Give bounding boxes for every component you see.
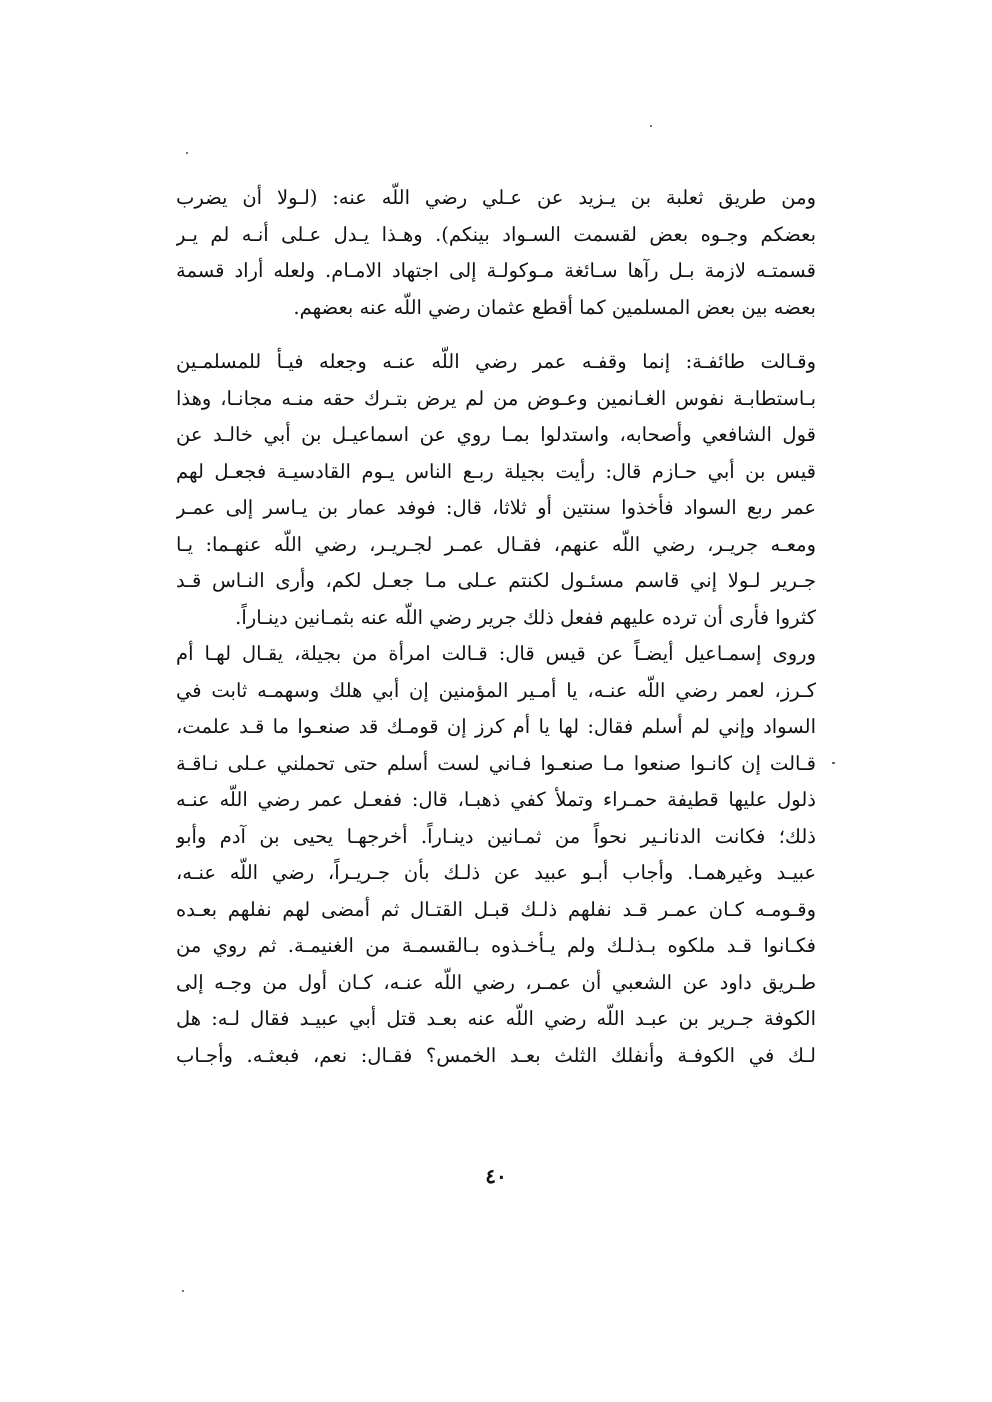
text-line: وقـالت طائفـة: إنما وقفـه عمر رضي اللّه عنـه وجعله فيـأ للمسلمـين <box>176 350 816 373</box>
text-line: السواد وإني لم أسلم فقال: لها يا أم كرز إن قومـك قد صنعـوا ما قـد علمت، <box>176 715 816 738</box>
body-text <box>176 180 816 1074</box>
text-line: ومعـه جريـر، رضي اللّه عنهم، فقـال عمـر لجـريـر، رضي اللّه عنهـما: يـا <box>176 532 816 556</box>
text-line: كـرز، لعمر رضي اللّه عنـه، يا أمـير المؤمنين إن أبي هلك وسهمـه ثابت في <box>176 678 816 702</box>
text-line: قيس بن أبي حـازم قال: رأيت بجيلة ربـع الناس يـوم القادسيـة فجعـل لهم <box>176 459 816 483</box>
text-line: ومن طريق ثعلبة بن يـزيد عن عـلي رضي اللّه عنه: (لـولا أن يضرب <box>176 186 816 209</box>
text-line: بـاستطابـة نفوس الغـانمين وعـوض من لم يرض بتـرك حقه منـه مجانـا، وهذا <box>176 386 816 410</box>
text-line: طـريق داود عن الشعبي أن عمـر، رضي اللّه عنـه، كـان أول من وجـه إلى <box>176 970 816 994</box>
text-line: عبيـد وغيرهمـا. وأجاب أبـو عبيد عن ذلـك بأن جـريـراً، رضي اللّه عنـه، <box>176 861 816 884</box>
scan-speck <box>650 125 652 127</box>
scan-speck <box>182 1290 184 1292</box>
paragraph-spacer <box>176 326 816 344</box>
text-line: فكـانوا قـد ملكوه بـذلـك ولم يـأخـذوه بـالقسمـة من الغنيمـة. ثم روي من <box>176 934 816 957</box>
scan-speck <box>832 762 835 764</box>
paragraph-1 <box>176 180 816 326</box>
text-line: بعضه بين بعض المسلمين كما أقطع عثمان رضي اللّه عنه بعضهم. <box>293 295 816 319</box>
text-line: قول الشافعي وأصحابه، واستدلوا بمـا روي عن اسماعيـل بن أبي خالـد عن <box>176 423 816 446</box>
text-line: ذلول عليها قطيفة حمـراء وتملأ كفي ذهبـا، قال: ففعـل عمر رضي اللّه عنـه <box>176 788 816 811</box>
text-line: عمر ربع السواد فأخذوا سنتين أو ثلاثا، قال: فوفد عمار بن يـاسر إلى عمـر <box>176 496 816 519</box>
text-line: الكوفة جـرير بن عبـد اللّه رضي اللّه عنه بعـد قتل أبي عبيـد فقال لـه: هل <box>176 1007 816 1030</box>
text-line: ذلك؛ فكانت الدنانـير نحواً من ثمـانين دينـاراً. أخرجهـا يحيى بن آدم وأبو <box>176 824 816 848</box>
text-line: لـك في الكوفـة وأنفلك الثلث بعـد الخمس؟ فقـال: نعم، فبعثـه. وأجـاب <box>176 1043 816 1067</box>
text-line: قسمتـه لازمة بـل رآها سـائغة مـوكولـة إلى اجتهاد الامـام. ولعله أراد قسمة <box>176 259 816 282</box>
text-line: جـرير لـولا إني قاسم مسئـول لكنتم عـلى مـا جعـل لكم، وأرى النـاس قـد <box>176 569 816 592</box>
text-line: قـالت إن كانـوا صنعوا مـا صنعـوا فـاني لست أسلم حتى تحملني عـلى نـاقـة <box>176 751 816 775</box>
text-line: بعضكم وجـوه بعض لقسمت السـواد بينكم). وهـذا يـدل عـلى أنـه لم يـر <box>176 222 816 246</box>
text-line: وروى إسمـاعيل أيضـاً عن قيس قال: قـالت امرأة من بجيلة، يقـال لهـا أم <box>176 642 816 665</box>
scan-speck <box>186 152 188 154</box>
paragraph-2 <box>176 344 816 1074</box>
text-line: كثروا فأرى أن ترده عليهم ففعل ذلك جرير رضي اللّه عنه بثمـانين دينـاراً. <box>235 605 816 629</box>
text-line: وقـومـه كـان عمـر قـد نفلهم ذلـك قبـل القتـال ثم أمضى لهم نفلهم بعـده <box>176 897 816 921</box>
page-number: ٤٠ <box>485 1164 507 1188</box>
